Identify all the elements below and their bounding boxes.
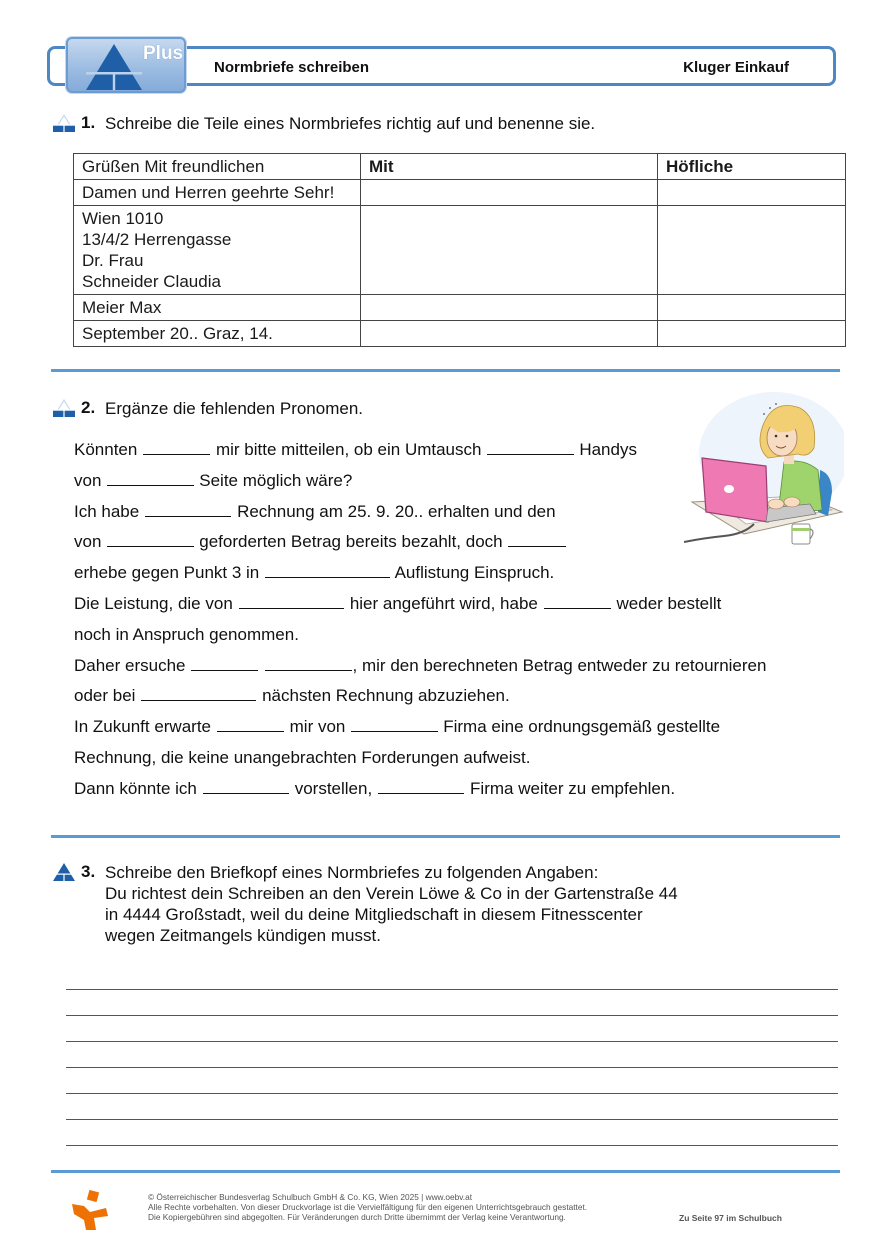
pronoun-cloze-text (74, 437, 766, 807)
cloze-text: Rechnung, die keine unangebrachten Forderungen aufweist. (74, 747, 531, 767)
given-parts-cell (74, 321, 361, 347)
cloze-text: geforderten Betrag bereits bezahlt, doch (194, 532, 508, 552)
cloze-text: von (74, 470, 107, 490)
part-name-cell[interactable]: Höfliche (658, 154, 846, 180)
task-instruction: Ergänze die fehlenden Pronomen. (105, 399, 364, 418)
given-text: Wien 1010 (82, 209, 164, 228)
cloze-line (74, 560, 766, 591)
cloze-text: Rechnung am 25. 9. 20.. erhalten und den (232, 501, 556, 521)
writing-line[interactable] (66, 1093, 838, 1094)
instruction-line: in 4444 Großstadt, weil du deine Mitgliedschaft in diesem Fitnesscenter (105, 905, 643, 924)
worksheet-topic: Kluger Einkauf (683, 59, 789, 76)
answer-cell[interactable] (361, 206, 658, 295)
pronoun-blank[interactable] (265, 654, 351, 671)
pronoun-blank[interactable] (107, 530, 193, 547)
cloze-text: nächsten Rechnung abzuziehen. (257, 686, 510, 706)
cloze-line (74, 529, 766, 560)
cloze-text: oder bei (74, 686, 141, 706)
cloze-text: Handys (574, 440, 637, 459)
given-text: Damen und Herren geehrte Sehr! (82, 183, 335, 202)
instruction-line: Du richtest dein Schreiben an den Verein Löwe & Co in der Gartenstraße 44 (105, 884, 678, 903)
task-number: 2. (81, 398, 96, 417)
answer-cell[interactable] (361, 321, 658, 347)
pronoun-blank[interactable] (141, 684, 256, 701)
section-divider (51, 369, 840, 372)
pronoun-blank[interactable] (544, 592, 611, 609)
worksheet-title: Normbriefe schreiben (214, 59, 370, 76)
pronoun-blank[interactable] (143, 438, 210, 455)
cloze-line (74, 653, 766, 684)
cloze-line (74, 745, 766, 776)
table-row (74, 321, 846, 347)
given-text: September 20.. Graz, 14. (82, 324, 273, 343)
cloze-text: erhebe gegen Punkt 3 in (74, 563, 264, 583)
part-name-cell[interactable] (658, 321, 846, 347)
given-text: Dr. Frau (82, 251, 144, 270)
cloze-text: Daher ersuche (74, 655, 191, 675)
pronoun-blank[interactable] (107, 469, 193, 486)
cloze-text: Firma eine ordnungsgemäß gestellte (438, 717, 721, 737)
cloze-text: weder bestellt (611, 593, 722, 613)
writing-line[interactable] (66, 1145, 838, 1146)
given-text: Grüßen Mit freundlichen (82, 157, 265, 176)
part-name-cell[interactable] (658, 295, 846, 321)
pyramid-level-3-icon (53, 863, 75, 881)
plus-logo (66, 37, 186, 93)
cloze-line (74, 499, 766, 530)
cloze-text: vorstellen, (289, 778, 377, 798)
task-instruction: Schreibe die Teile eines Normbriefes richtig auf und benenne sie. (105, 114, 596, 133)
writing-line[interactable] (66, 989, 838, 990)
logo-label: Plus (143, 43, 184, 64)
cloze-text: , mir den berechneten Betrag entweder zu retournieren (352, 655, 767, 675)
table-row (74, 154, 846, 180)
answer-cell[interactable] (361, 295, 658, 321)
cloze-text: Auflistung Einspruch. (390, 563, 555, 583)
pronoun-blank[interactable] (487, 438, 573, 455)
writing-line[interactable] (66, 1041, 838, 1042)
cloze-line (74, 714, 766, 745)
copyright-line: Alle Rechte vorbehalten. Von dieser Druckvorlage ist die Vervielfältigung für den eigenen Unterrichtsgebrauch gestattet. (148, 1202, 588, 1213)
answer-cell[interactable]: Mit (361, 154, 658, 180)
cloze-text: Seite möglich wäre? (194, 470, 353, 490)
cloze-text: Die Leistung, die von (74, 593, 238, 613)
pronoun-blank[interactable] (265, 561, 390, 578)
given-text: Schneider Claudia (82, 272, 221, 291)
instruction-line: Schreibe den Briefkopf eines Normbriefes zu folgenden Angaben: (105, 863, 599, 882)
cloze-text: mir bitte mitteilen, ob ein Umtausch (211, 440, 487, 459)
given-text: 13/4/2 Herrengasse (82, 230, 232, 249)
publisher-logo-icon (70, 1190, 110, 1230)
cloze-line (74, 468, 766, 499)
given-parts-cell (74, 154, 361, 180)
given-parts-cell (74, 206, 361, 295)
copyright-line: Die Kopiergebühren sind abgegolten. Für Veränderungen durch Dritte übernimmt der Verlag keine Verantwortung. (148, 1212, 566, 1223)
answer-cell[interactable] (361, 180, 658, 206)
writing-line[interactable] (66, 1015, 838, 1016)
cloze-text: noch in Anspruch genommen. (74, 624, 299, 644)
pronoun-blank[interactable] (145, 500, 231, 517)
cloze-text: Dann könnte ich (74, 778, 202, 798)
table-row (74, 206, 846, 295)
cloze-text: In Zukunft erwarte (74, 717, 216, 737)
pronoun-blank[interactable] (351, 715, 437, 732)
given-text: Meier Max (82, 298, 162, 317)
cloze-line (74, 437, 766, 468)
pronoun-blank[interactable] (191, 654, 258, 671)
cloze-text (259, 656, 264, 675)
instruction-line: wegen Zeitmangels kündigen musst. (105, 926, 381, 945)
table-row (74, 180, 846, 206)
part-name-cell[interactable] (658, 206, 846, 295)
cloze-line (74, 622, 766, 653)
cloze-text: Könnten (74, 440, 143, 459)
cloze-line (74, 776, 766, 807)
cloze-text: Ich habe (74, 501, 144, 521)
writing-line[interactable] (66, 1067, 838, 1068)
pronoun-blank[interactable] (378, 777, 464, 794)
given-parts-cell (74, 180, 361, 206)
copyright-notice (148, 1192, 587, 1223)
section-divider (51, 835, 840, 838)
part-name-cell[interactable] (658, 180, 846, 206)
table-row (74, 295, 846, 321)
cloze-text: mir von (284, 717, 351, 737)
letter-parts-table (73, 153, 846, 347)
pronoun-blank[interactable] (217, 715, 284, 732)
cloze-text: Firma weiter zu empfehlen. (465, 778, 676, 798)
pyramid-level-1-icon (53, 399, 75, 417)
pronoun-blank[interactable] (508, 530, 566, 547)
section-divider (51, 1170, 840, 1173)
pyramid-level-1-icon (53, 114, 75, 132)
cloze-text: von (74, 532, 107, 552)
cloze-text: hier angeführt wird, habe (345, 593, 543, 613)
cloze-line (74, 683, 766, 714)
given-parts-cell (74, 295, 361, 321)
cloze-line (74, 591, 766, 622)
copyright-line: © Österreichischer Bundesverlag Schulbuch GmbH & Co. KG, Wien 2025 | www.oebv.at (148, 1192, 472, 1202)
task-number: 1. (81, 113, 96, 132)
writing-line[interactable] (66, 1119, 838, 1120)
pyramid-logo-icon (84, 44, 144, 90)
pronoun-blank[interactable] (203, 777, 289, 794)
pronoun-blank[interactable] (239, 592, 345, 609)
task-instruction (105, 862, 678, 946)
task-number: 3. (81, 862, 96, 881)
schoolbook-page-reference: Zu Seite 97 im Schulbuch (679, 1213, 782, 1223)
